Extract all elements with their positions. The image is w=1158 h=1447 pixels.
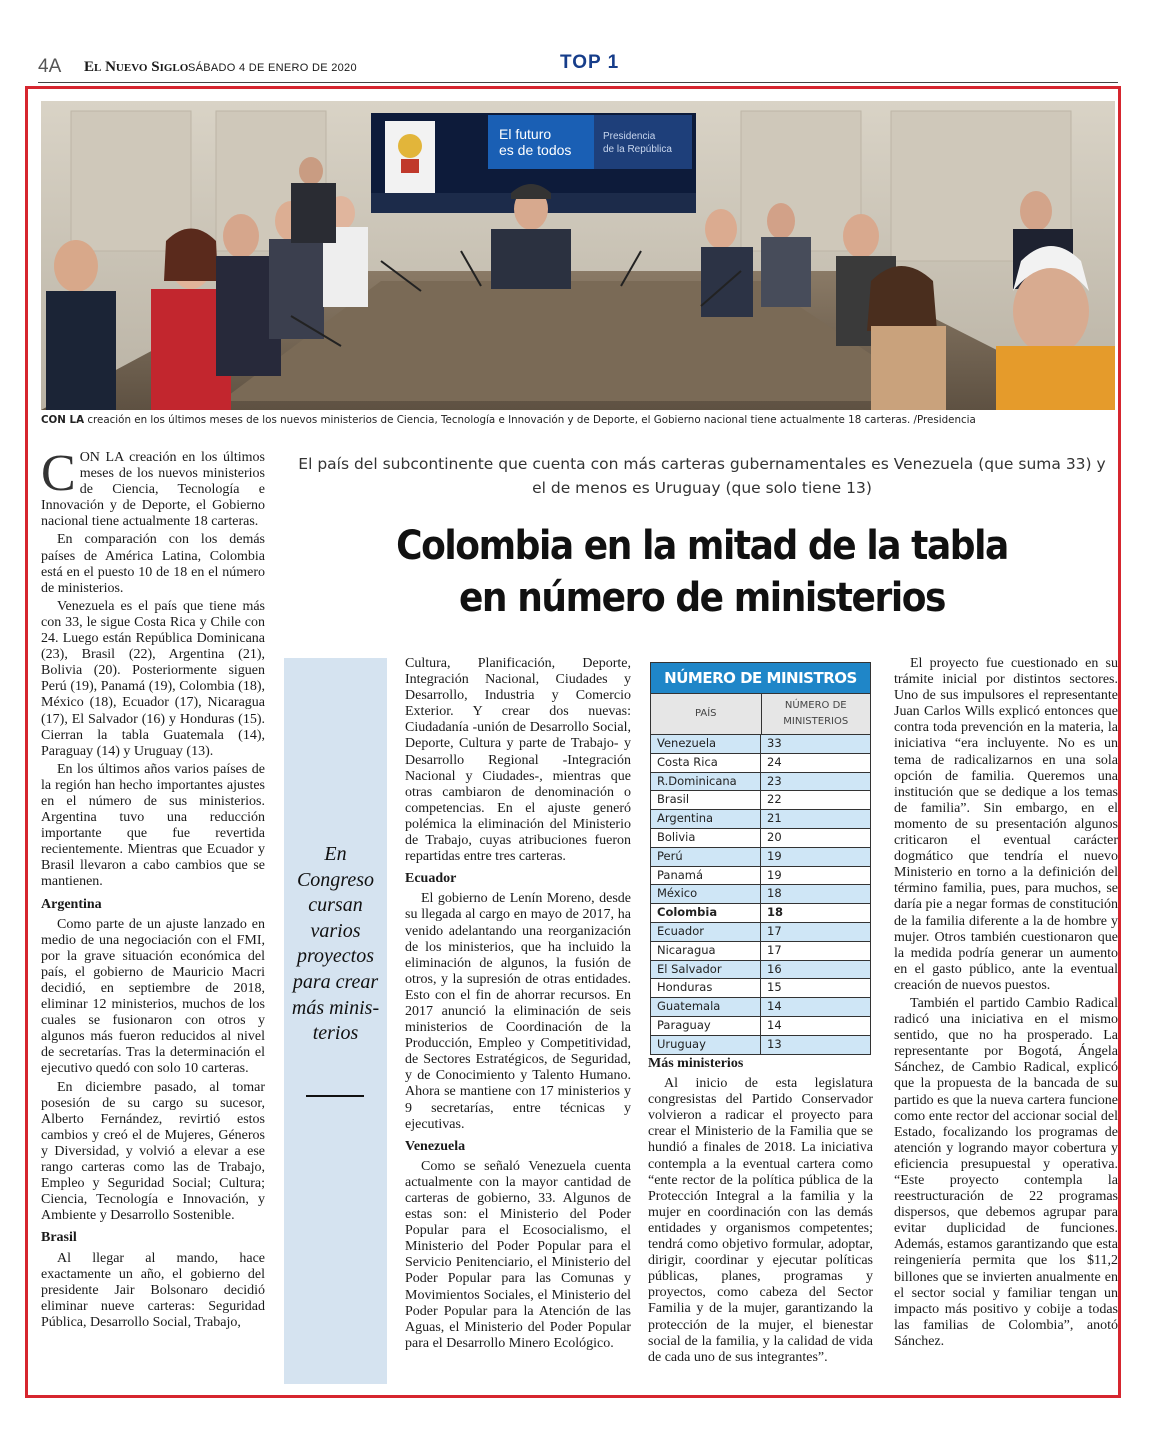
table-body (651, 734, 870, 1054)
table-row (651, 866, 870, 885)
table-cell-count: 18 (767, 905, 784, 920)
newspaper-name: El Nuevo Siglo (84, 59, 189, 75)
table-cell-country: Panamá (651, 867, 761, 885)
table-cell-count: 17 (767, 942, 782, 957)
screen-text-1: El futuro (499, 126, 552, 142)
pull-quote-text: En Congreso cursan varios proyectos para crear más minis- terios (291, 843, 380, 1045)
headline-line-2: en número de ministerios (458, 575, 946, 621)
table-row (651, 734, 870, 753)
table-row (651, 903, 870, 922)
table-cell-country: Guatemala (651, 998, 761, 1016)
table-row (651, 922, 870, 941)
col3-paragraph-1: Al inicio de esta legislatura congresistas del Partido Conservador volvieron a radicar el proyecto para crear el Ministerio de la Familia que se hundió a finales de 2018. La iniciativa contempla a la eventual cartera como “ente rector de la política pública de la Protección Integral a la familia y la mujer en coordinación con las demás entidades y organismos competentes; tendrá como objetivo formular, adoptar, dirigir, coordinar y ejecutar políticas públicas, planes, programas y proyectos, como cabeza del Sector Familia y de la mujer, garantizando la protección de la mujer, el bienestar social de la familia, y la calidad de vida de cada uno de sus integrantes”. (648, 1076, 873, 1365)
table-row (651, 960, 870, 979)
table-cell-country: Ecuador (651, 923, 761, 941)
table-cell-count: 13 (767, 1036, 782, 1051)
table-row (651, 790, 870, 809)
text-column-4 (894, 656, 1118, 1352)
table-cell-country: Brasil (651, 791, 761, 809)
table-row (651, 997, 870, 1016)
table-cell-country: Venezuela (651, 735, 761, 753)
table-cell-country: Bolivia (651, 829, 761, 847)
table-row (651, 884, 870, 903)
pull-quote-box (284, 658, 387, 1384)
drop-cap: C (41, 445, 76, 502)
caption-text: creación en los últimos meses de los nuevos ministerios de Ciencia, Tecnología e Innovación y de Deporte, el Gobierno nacional tiene actualmente 18 carteras. /Presidencia (84, 414, 976, 426)
col2-paragraph-1: Cultura, Planificación, Deporte, Integración Nacional, Ciudades y Desarrollo, Industria y Comercio Exterior. Y crear dos nuevas: Ciudadanía -unión de Desarrollo Social, Deporte, Cultura y parte de Trabajo- y Desarrollo Regional -Integración Nacional y Ciudades-, mientras que otras cambiaron de denominación o competencias. En el ajuste generó polémica la eliminación del Ministerio de Trabajo, cuyas atribuciones fueron repartidas entre tres carteras. (405, 656, 631, 865)
table-row (651, 941, 870, 960)
table-cell-country: El Salvador (651, 961, 761, 979)
screen-text-2: es de todos (499, 142, 572, 158)
subheading-mas-ministerios: Más ministerios (648, 1056, 744, 1071)
table-cell-count: 19 (767, 848, 782, 863)
table-cell-count: 22 (767, 792, 782, 807)
table-cell-count: 17 (767, 923, 782, 938)
table-row (651, 772, 870, 791)
table-cell-country: Nicaragua (651, 942, 761, 960)
table-cell-count: 18 (767, 886, 782, 901)
col1-paragraph-5: Como parte de un ajuste lanzado en medio de una negociación con el FMI, por la grave situación económica del país, el gobierno de Mauricio Macri decidió, en septiembre de 2018, eliminar 12 ministerios, muchos de los cuales se fusionaron con otros y algunos más fueron reducidos al nivel de secretarías. Tras la determinación el ejecutivo quedó con solo 10 carteras. (41, 916, 265, 1077)
photo-caption (41, 414, 1115, 426)
table-cell-country: Argentina (651, 810, 761, 828)
table-row (651, 809, 870, 828)
table-cell-country: Perú (651, 848, 761, 866)
table-cell-country: México (651, 885, 761, 903)
table-cell-count: 14 (767, 1017, 782, 1032)
section-label: TOP 1 (560, 52, 620, 73)
table-cell-count: 21 (767, 811, 782, 826)
pull-quote-rule (306, 1095, 364, 1097)
subheading-brasil: Brasil (41, 1230, 77, 1246)
table-cell-country: Colombia (651, 904, 761, 922)
col4-paragraph-1: El proyecto fue cuestionado en su trámite inicial por distintos sectores. Uno de sus impulsores el representante Juan Carlos Wills explicó entonces que contra toda prevención en la materia, la iniciativa “era incluyente. No es un tema de radicalizarnos en una sola opción de familia. Queremos una institución que se dedique a los temas de familia”. Sin embargo, en el momento de su presentación algunos criticaron el eventual carácter dogmático que tendría el nuevo Ministerio en torno a la definición del término familia, pues, para muchos, se daría pie a negar formas de constitución de la familia diferente a la de hombre y mujer. Otros también cuestionaron que la medida podría generar un aumento en el gasto público, ante la eventual creación de nuevos puestos. (894, 656, 1118, 993)
table-cell-count: 20 (767, 829, 782, 844)
col1-paragraph-7: Al llegar al mando, hace exactamente un año, el gobierno del presidente Jair Bolsonaro decidió eliminar nueve carteras: Seguridad Pública, Desarrollo Social, Trabajo, (41, 1250, 265, 1330)
table-header-country: PAÍS (651, 694, 762, 734)
table-title: NÚMERO DE MINISTROS (651, 663, 870, 693)
table-cell-country: R.Dominicana (651, 773, 761, 791)
col1-paragraph-3: Venezuela es el país que tiene más con 33, le sigue Costa Rica y Chile con 24. Luego están República Dominicana (23), Brasil (22), Argentina (21), Bolivia (20). Posteriormente siguen Perú (19), Panamá (19), Colombia (18), México (18), Ecuador (17), Nicaragua (17), El Salvador (16) y Honduras (15). Cierran la tabla Guatemala (14), Paraguay (14) y Uruguay (13). (41, 598, 265, 759)
text-column-1 (41, 445, 265, 1333)
col2-paragraph-3: Como se señaló Venezuela cuenta actualmente con la mayor cantidad de carteras de gobierno, 33. Algunos de estas son: el Ministerio del Poder Popular para el Ecosocialismo, el Ministerio del Poder Popular para el Servicio Penitenciario, el Ministerio del Poder Popular para las Comunas y Movimientos Sociales, el Ministerio del Poder Popular para la Atención de las Aguas, el Ministerio del Poder Popular para el Desarrollo Minero Ecológico. (405, 1158, 631, 1351)
table-cell-count: 16 (767, 961, 782, 976)
table-row (651, 1035, 870, 1054)
article-subhead: El país del subcontinente que cuenta con más carteras gubernamentales es Venezuela (que suma 33) y el de menos es Uruguay (que solo tiene 13) (298, 455, 1106, 497)
table-row (651, 828, 870, 847)
page-number: 4A (38, 56, 62, 77)
table-row (651, 978, 870, 997)
col2-paragraph-2: El gobierno de Lenín Moreno, desde su llegada al cargo en mayo de 2017, ha venido adelantando una reorganización de los ministerios, que ha incluido la eliminación de algunos, la fusión de otros, y la supresión de otras entidades. Esto con el fin de ahorrar recursos. En 2017 anunció la eliminación de seis ministerios de Coordinación de la Producción, Empleo y Competitividad, de Sectores Estratégicos, de Seguridad, y de Conocimiento y Talento Humano. Ahora se mantiene con 17 ministerios y 9 secretarías, entre técnicas y ejecutivas. (405, 891, 631, 1132)
col1-paragraph-2: En comparación con los demás países de América Latina, Colombia está en el puesto 10 de 18 en el número de ministerios. (41, 532, 265, 596)
table-cell-count: 24 (767, 754, 782, 769)
table-row (651, 847, 870, 866)
subheading-ecuador: Ecuador (405, 871, 457, 887)
subheading-venezuela: Venezuela (405, 1138, 466, 1154)
table-cell-count: 19 (767, 867, 782, 882)
page-header (38, 52, 1118, 83)
text-column-2 (405, 656, 631, 1354)
headline-line-1: Colombia en la mitad de la tabla (396, 523, 1008, 569)
table-cell-count: 23 (767, 773, 782, 788)
col1-paragraph-4: En los últimos años varios países de la región han hecho importantes ajustes en el número de sus ministerios. Argentina tuvo una reducción importante que fue revertida recientemente. Mientras que Ecuador y Brasil llevaron a cabo cambios que se mantienen. (41, 761, 265, 890)
table-cell-count: 15 (767, 980, 782, 995)
table-row (651, 1016, 870, 1035)
table-row (651, 753, 870, 772)
screen-text-4: de la República (603, 144, 672, 155)
article-headline (333, 520, 1071, 624)
col1-paragraph-6: En diciembre pasado, al tomar posesión de su cargo su sucesor, Alberto Fernández, revirtió estos cambios y creó el de Mujeres, Géneros y Diversidad, y volvió a elevar a ese rango carteras como las de Trabajo, Empleo y Seguridad Social; Cultura; Ciencia, Tecnología e Innovación, y Ambiente y Desarrollo Sostenible. (41, 1079, 265, 1224)
table-cell-count: 33 (767, 736, 782, 750)
text-column-3 (648, 1056, 873, 1368)
ministries-table (650, 662, 871, 1055)
caption-lead: CON LA (41, 414, 85, 426)
col4-paragraph-2: También el partido Cambio Radical radicó una iniciativa en el mismo sentido, que no ha prosperado. La representante por Bogotá, Ángela Sánchez, de Cambio Radical, explicó que la propuesta de la bancada de su partido es que la nueva cartera funcione como ente rector del accionar social del Estado, focalizando los programas de atención y logrando mayor cobertura y eficiencia presupuestal y operativa. “Este proyecto contempla la reestructuración de 22 programas dispersos, que debemos agrupar para evitar duplicidad de funciones. Además, estamos garantizando que esta reingeniería permita que los $11,2 billones que se invierten anualmente en el sector social y familiar tengan un impacto más positivo y cobije a todas las familias de Colombia”, anotó Sánchez. (894, 995, 1118, 1349)
photo-illustration (41, 101, 1115, 410)
table-cell-country: Paraguay (651, 1017, 761, 1035)
cabinet-meeting-photo (41, 101, 1115, 410)
table-header-count: NÚMERO DE MINISTERIOS (783, 700, 849, 727)
table-cell-country: Uruguay (651, 1036, 761, 1054)
table-cell-country: Costa Rica (651, 754, 761, 772)
publication-date: SÁBADO 4 DE ENERO DE 2020 (188, 62, 357, 74)
col1-paragraph-1: ON LA creación en los últimos meses de los nuevos ministerios de Ciencia, Tecnología e Innovación y de Deporte, el Gobierno nacional tiene actualmente 18 carteras. (41, 450, 265, 530)
table-header (651, 693, 870, 734)
table-cell-country: Honduras (651, 979, 761, 997)
screen-text-3: Presidencia (603, 131, 656, 142)
table-cell-count: 14 (767, 999, 782, 1014)
subheading-argentina: Argentina (41, 896, 102, 912)
